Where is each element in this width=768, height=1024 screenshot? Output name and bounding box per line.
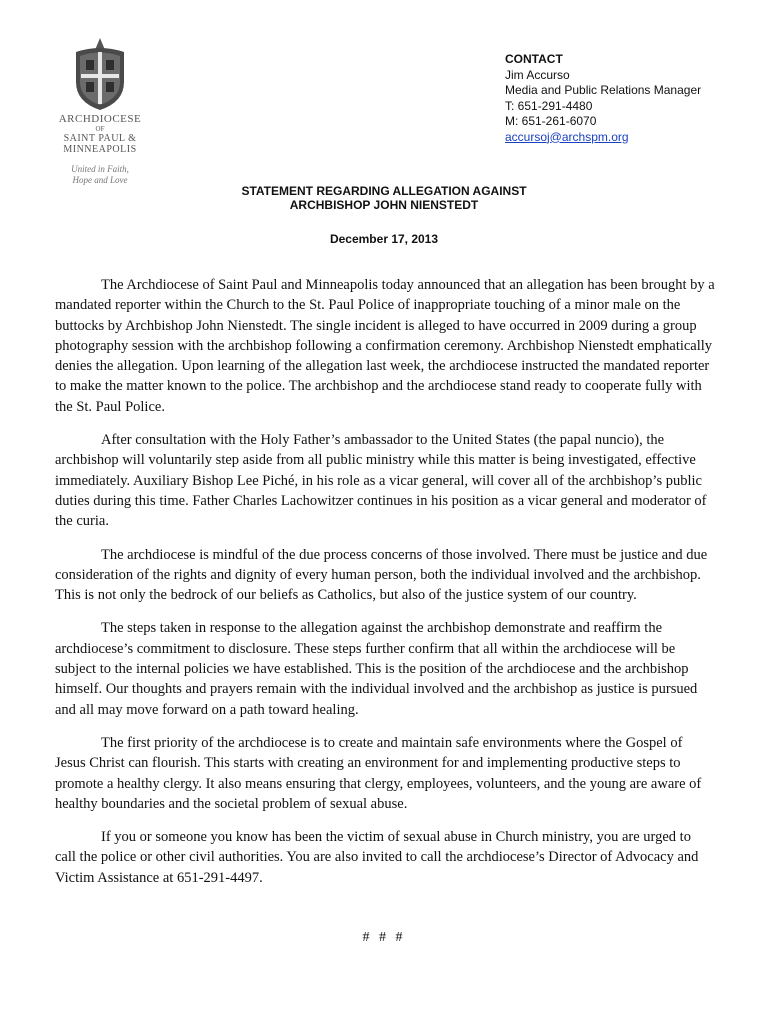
contact-email-link[interactable]: accursoj@archspm.org xyxy=(505,129,629,144)
paragraph: The first priority of the archdiocese is to create and maintain safe environments where the Gospel of Jesus Christ can flourish. This starts with creating an environment for and implementing productive steps to promote a healthy clergy. It also means ensuring that clergy, employees, volunteers, and the young are aware of healthy boundaries and the societal problem of sexual abuse. xyxy=(55,734,702,812)
logo-line-4: MINNEAPOLIS xyxy=(63,144,137,155)
logo-tagline-2: Hope and Love xyxy=(72,175,128,185)
title-line-2: ARCHBISHOP JOHN NIENSTEDT xyxy=(289,198,479,212)
statement-title xyxy=(0,184,768,212)
statement-date: December 17, 2013 xyxy=(329,232,439,246)
contact-block xyxy=(505,52,701,145)
contact-role: Media and Public Relations Manager xyxy=(505,83,702,97)
logo-tagline xyxy=(50,164,150,186)
paragraph: The steps taken in response to the allegation against the archbishop demonstrate and reaffirm the archdiocese’s commitment to disclosure. These steps further confirm that all within the archdiocese will be subject to the internal policies we have established. This is the position of the archdiocese and the archbishop himself. Our thoughts and prayers remain with the individual involved and the archbishop as justice is pursued and all may move forward on a path toward healing. xyxy=(55,620,698,718)
logo-line-1: ARCHDIOCESE xyxy=(58,113,142,125)
contact-heading: CONTACT xyxy=(505,52,563,66)
paragraph: The archdiocese is mindful of the due process concerns of those involved. There must be justice and due consideration of the rights and dignity of every human person, both the individual involved and the archbishop. This is not only the bedrock of our beliefs as Catholics, but also of the justice system of our country. xyxy=(55,546,708,604)
archdiocese-logo xyxy=(50,36,150,186)
paragraph: The Archdiocese of Saint Paul and Minneapolis today announced that an allegation has been brought by a mandated reporter within the Church to the St. Paul Police of inappropriate touching of a minor male on the buttocks by Archbishop John Nienstedt. The single incident is alleged to have occurred in 2009 during a group photography session with the archbishop following a confirmation ceremony. Archbishop Nienstedt emphatically denies the allegation. Upon learning of the allegation last week, the archdiocese instructed the mandated reporter to make the matter known to the police. The archbishop and the archdiocese stand ready to cooperate fully with the St. Paul Police. xyxy=(55,277,715,415)
statement-body xyxy=(55,275,715,901)
contact-phone: T: 651-291-4480 xyxy=(505,98,593,113)
paragraph: After consultation with the Holy Father’s ambassador to the United States (the papal nuncio), the archbishop will voluntarily step aside from all public ministry while this matter is being investigated, effective immediately. Auxiliary Bishop Lee Piché, in his role as a vicar general, will cover all of the archbishop’s public duties during this time. Father Charles Lachowitzer continues in his position as a vicar general and moderator of the curia. xyxy=(55,432,707,530)
logo-line-3: SAINT PAUL & xyxy=(63,133,137,144)
contact-name: Jim Accurso xyxy=(505,67,570,82)
logo-line-2: OF xyxy=(95,125,105,133)
logo-tagline-1: United in Faith, xyxy=(71,164,129,174)
coat-of-arms-icon xyxy=(68,36,132,112)
paragraph: If you or someone you know has been the victim of sexual abuse in Church ministry, you are urged to call the police or other civil authorities. You are also invited to call the archdiocese’s Director of Advocacy and Victim Assistance at 651-291-4497. xyxy=(55,829,699,886)
title-line-1: STATEMENT REGARDING ALLEGATION AGAINST xyxy=(241,184,527,198)
contact-mobile: M: 651-261-6070 xyxy=(505,114,597,128)
end-mark: # # # xyxy=(362,930,406,945)
